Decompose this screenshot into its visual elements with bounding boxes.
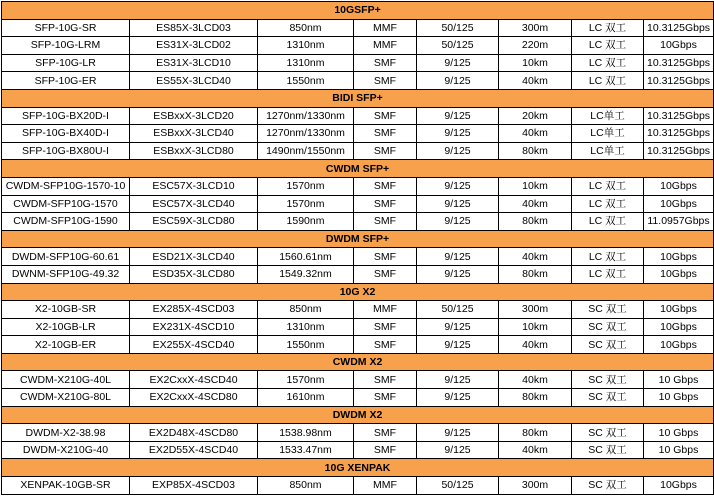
model-cell: SFP-10G-LRM xyxy=(2,37,130,55)
wavelength-cell: 1570nm xyxy=(258,195,354,213)
fiber-spec-cell: 9/125 xyxy=(417,125,499,143)
fiber-spec-cell: 50/125 xyxy=(417,19,499,37)
fiber-type-cell: SMF xyxy=(354,213,417,231)
section-title: 10G XENPAK xyxy=(2,459,714,477)
part-number-cell: EX2CxxX-4SCD40 xyxy=(130,371,258,389)
section-header-row xyxy=(2,353,714,371)
fiber-type-cell: SMF xyxy=(354,371,417,389)
fiber-spec-cell: 9/125 xyxy=(417,107,499,125)
model-cell: SFP-10G-BX80U-I xyxy=(2,142,130,160)
part-number-cell: ES31X-3LCD02 xyxy=(130,37,258,55)
wavelength-cell: 850nm xyxy=(258,19,354,37)
model-cell: DWNM-SFP10G-49.32 xyxy=(2,265,130,283)
wavelength-cell: 1560.61nm xyxy=(258,248,354,266)
table-row xyxy=(2,72,714,90)
model-cell: XENPAK-10GB-SR xyxy=(2,477,130,495)
model-cell: SFP-10G-BX20D-I xyxy=(2,107,130,125)
distance-cell: 40km xyxy=(499,336,572,354)
fiber-type-cell: MMF xyxy=(354,19,417,37)
data-rate-cell: 10 Gbps xyxy=(644,441,714,459)
section-title: CWDM SFP+ xyxy=(2,160,714,178)
model-cell: CWDM-X210G-80L xyxy=(2,389,130,407)
fiber-type-cell: SMF xyxy=(354,441,417,459)
fiber-type-cell: MMF xyxy=(354,301,417,319)
distance-cell: 10km xyxy=(499,318,572,336)
data-rate-cell: 10Gbps xyxy=(644,318,714,336)
fiber-spec-cell: 9/125 xyxy=(417,142,499,160)
section-header-row xyxy=(2,160,714,178)
distance-cell: 20km xyxy=(499,107,572,125)
fiber-spec-cell: 9/125 xyxy=(417,318,499,336)
fiber-type-cell: SMF xyxy=(354,389,417,407)
fiber-spec-cell: 9/125 xyxy=(417,371,499,389)
fiber-spec-cell: 9/125 xyxy=(417,336,499,354)
fiber-type-cell: SMF xyxy=(354,125,417,143)
model-cell: X2-10GB-ER xyxy=(2,336,130,354)
part-number-cell: EX231X-4SCD10 xyxy=(130,318,258,336)
part-number-cell: ESD21X-3LCD40 xyxy=(130,248,258,266)
model-cell: SFP-10G-LR xyxy=(2,54,130,72)
part-number-cell: EX2CxxX-4SCD80 xyxy=(130,389,258,407)
data-rate-cell: 10.3125Gbps xyxy=(644,125,714,143)
data-rate-cell: 10Gbps xyxy=(644,248,714,266)
wavelength-cell: 1310nm xyxy=(258,318,354,336)
data-rate-cell: 10 Gbps xyxy=(644,371,714,389)
data-rate-cell: 10Gbps xyxy=(644,301,714,319)
wavelength-cell: 1490nm/1550nm xyxy=(258,142,354,160)
fiber-type-cell: SMF xyxy=(354,107,417,125)
data-rate-cell: 10.3125Gbps xyxy=(644,142,714,160)
model-cell: DWDM-SFP10G-60.61 xyxy=(2,248,130,266)
fiber-spec-cell: 9/125 xyxy=(417,177,499,195)
model-cell: X2-10GB-LR xyxy=(2,318,130,336)
data-rate-cell: 10.3125Gbps xyxy=(644,19,714,37)
model-cell: SFP-10G-SR xyxy=(2,19,130,37)
connector-cell: SC 双工 xyxy=(572,441,644,459)
fiber-type-cell: SMF xyxy=(354,142,417,160)
fiber-type-cell: SMF xyxy=(354,72,417,90)
part-number-cell: ESD35X-3LCD80 xyxy=(130,265,258,283)
fiber-type-cell: SMF xyxy=(354,195,417,213)
part-number-cell: ESBxxX-3LCD80 xyxy=(130,142,258,160)
table-body xyxy=(2,2,714,495)
wavelength-cell: 1610nm xyxy=(258,389,354,407)
wavelength-cell: 1310nm xyxy=(258,54,354,72)
table-row xyxy=(2,125,714,143)
part-number-cell: EX2D55X-4SCD40 xyxy=(130,441,258,459)
table-row xyxy=(2,301,714,319)
wavelength-cell: 1570nm xyxy=(258,371,354,389)
distance-cell: 80km xyxy=(499,389,572,407)
model-cell: DWDM-X210G-40 xyxy=(2,441,130,459)
connector-cell: LC 双工 xyxy=(572,195,644,213)
part-number-cell: ESBxxX-3LCD40 xyxy=(130,125,258,143)
table-row xyxy=(2,107,714,125)
connector-cell: SC 双工 xyxy=(572,301,644,319)
table-row xyxy=(2,54,714,72)
connector-cell: SC 双工 xyxy=(572,477,644,495)
connector-cell: SC 双工 xyxy=(572,371,644,389)
section-title: BIDI SFP+ xyxy=(2,89,714,107)
fiber-type-cell: SMF xyxy=(354,177,417,195)
model-cell: DWDM-X2-38.98 xyxy=(2,424,130,442)
connector-cell: SC 双工 xyxy=(572,424,644,442)
distance-cell: 40km xyxy=(499,441,572,459)
table-row xyxy=(2,177,714,195)
fiber-spec-cell: 9/125 xyxy=(417,195,499,213)
part-number-cell: EX285X-4SCD03 xyxy=(130,301,258,319)
connector-cell: SC 双工 xyxy=(572,336,644,354)
model-cell: CWDM-SFP10G-1590 xyxy=(2,213,130,231)
wavelength-cell: 1538.98nm xyxy=(258,424,354,442)
table-row xyxy=(2,19,714,37)
data-rate-cell: 10.3125Gbps xyxy=(644,72,714,90)
data-rate-cell: 10Gbps xyxy=(644,195,714,213)
wavelength-cell: 1590nm xyxy=(258,213,354,231)
model-cell: SFP-10G-ER xyxy=(2,72,130,90)
connector-cell: LC单工 xyxy=(572,125,644,143)
table-row xyxy=(2,477,714,495)
model-cell: CWDM-SFP10G-1570-10 xyxy=(2,177,130,195)
connector-cell: LC 双工 xyxy=(572,72,644,90)
data-rate-cell: 10Gbps xyxy=(644,477,714,495)
part-number-cell: ES55X-3LCD40 xyxy=(130,72,258,90)
fiber-spec-cell: 9/125 xyxy=(417,72,499,90)
section-header-row xyxy=(2,283,714,301)
fiber-type-cell: MMF xyxy=(354,37,417,55)
fiber-type-cell: SMF xyxy=(354,318,417,336)
connector-cell: LC 双工 xyxy=(572,54,644,72)
distance-cell: 80km xyxy=(499,424,572,442)
fiber-spec-cell: 9/125 xyxy=(417,265,499,283)
fiber-spec-cell: 9/125 xyxy=(417,54,499,72)
distance-cell: 40km xyxy=(499,125,572,143)
distance-cell: 40km xyxy=(499,72,572,90)
distance-cell: 10km xyxy=(499,54,572,72)
fiber-type-cell: SMF xyxy=(354,248,417,266)
connector-cell: LC 双工 xyxy=(572,265,644,283)
distance-cell: 220m xyxy=(499,37,572,55)
model-cell: SFP-10G-BX40D-I xyxy=(2,125,130,143)
part-number-cell: EX2D48X-4SCD80 xyxy=(130,424,258,442)
distance-cell: 80km xyxy=(499,142,572,160)
wavelength-cell: 1549.32nm xyxy=(258,265,354,283)
fiber-spec-cell: 9/125 xyxy=(417,441,499,459)
section-header-row xyxy=(2,406,714,424)
table-row xyxy=(2,213,714,231)
table-row xyxy=(2,424,714,442)
part-number-cell: EXP85X-4SCD03 xyxy=(130,477,258,495)
distance-cell: 300m xyxy=(499,301,572,319)
fiber-spec-cell: 9/125 xyxy=(417,389,499,407)
fiber-spec-cell: 9/125 xyxy=(417,248,499,266)
table-row xyxy=(2,389,714,407)
model-cell: CWDM-X210G-40L xyxy=(2,371,130,389)
part-number-cell: ESC57X-3LCD40 xyxy=(130,195,258,213)
fiber-spec-cell: 50/125 xyxy=(417,301,499,319)
connector-cell: LC 双工 xyxy=(572,248,644,266)
section-header-row xyxy=(2,2,714,20)
section-title: DWDM X2 xyxy=(2,406,714,424)
wavelength-cell: 850nm xyxy=(258,477,354,495)
table-row xyxy=(2,195,714,213)
model-cell: X2-10GB-SR xyxy=(2,301,130,319)
fiber-spec-cell: 50/125 xyxy=(417,477,499,495)
fiber-spec-cell: 9/125 xyxy=(417,424,499,442)
table-row xyxy=(2,336,714,354)
fiber-type-cell: SMF xyxy=(354,336,417,354)
table-row xyxy=(2,142,714,160)
table-row xyxy=(2,318,714,336)
distance-cell: 10km xyxy=(499,177,572,195)
table-row xyxy=(2,441,714,459)
part-number-cell: EX255X-4SCD40 xyxy=(130,336,258,354)
part-number-cell: ESC59X-3LCD80 xyxy=(130,213,258,231)
fiber-type-cell: SMF xyxy=(354,54,417,72)
fiber-type-cell: SMF xyxy=(354,424,417,442)
distance-cell: 40km xyxy=(499,195,572,213)
part-number-cell: ESBxxX-3LCD20 xyxy=(130,107,258,125)
distance-cell: 80km xyxy=(499,265,572,283)
wavelength-cell: 850nm xyxy=(258,301,354,319)
wavelength-cell: 1533.47nm xyxy=(258,441,354,459)
wavelength-cell: 1270nm/1330nm xyxy=(258,107,354,125)
connector-cell: LC单工 xyxy=(572,107,644,125)
data-rate-cell: 10 Gbps xyxy=(644,389,714,407)
wavelength-cell: 1310nm xyxy=(258,37,354,55)
fiber-type-cell: SMF xyxy=(354,265,417,283)
connector-cell: SC 双工 xyxy=(572,318,644,336)
connector-cell: LC 双工 xyxy=(572,177,644,195)
data-rate-cell: 10.3125Gbps xyxy=(644,107,714,125)
section-title: DWDM SFP+ xyxy=(2,230,714,248)
part-number-cell: ESC57X-3LCD10 xyxy=(130,177,258,195)
data-rate-cell: 10Gbps xyxy=(644,336,714,354)
transceiver-spec-table xyxy=(1,1,714,495)
part-number-cell: ES85X-3LCD03 xyxy=(130,19,258,37)
wavelength-cell: 1550nm xyxy=(258,72,354,90)
connector-cell: LC 双工 xyxy=(572,19,644,37)
section-title: 10GSFP+ xyxy=(2,2,714,20)
data-rate-cell: 10 Gbps xyxy=(644,424,714,442)
wavelength-cell: 1270nm/1330nm xyxy=(258,125,354,143)
table-row xyxy=(2,265,714,283)
model-cell: CWDM-SFP10G-1570 xyxy=(2,195,130,213)
fiber-spec-cell: 50/125 xyxy=(417,37,499,55)
connector-cell: SC 双工 xyxy=(572,389,644,407)
connector-cell: LC 双工 xyxy=(572,37,644,55)
part-number-cell: ES31X-3LCD10 xyxy=(130,54,258,72)
wavelength-cell: 1570nm xyxy=(258,177,354,195)
section-header-row xyxy=(2,89,714,107)
data-rate-cell: 10Gbps xyxy=(644,37,714,55)
wavelength-cell: 1550nm xyxy=(258,336,354,354)
table-row xyxy=(2,37,714,55)
distance-cell: 80km xyxy=(499,213,572,231)
data-rate-cell: 11.0957Gbps xyxy=(644,213,714,231)
section-title: CWDM X2 xyxy=(2,353,714,371)
data-rate-cell: 10Gbps xyxy=(644,265,714,283)
fiber-spec-cell: 9/125 xyxy=(417,213,499,231)
connector-cell: LC单工 xyxy=(572,142,644,160)
distance-cell: 40km xyxy=(499,371,572,389)
distance-cell: 40km xyxy=(499,248,572,266)
data-rate-cell: 10Gbps xyxy=(644,177,714,195)
table-row xyxy=(2,248,714,266)
connector-cell: LC 双工 xyxy=(572,213,644,231)
data-rate-cell: 10.3125Gbps xyxy=(644,54,714,72)
distance-cell: 300m xyxy=(499,19,572,37)
section-header-row xyxy=(2,459,714,477)
table-row xyxy=(2,371,714,389)
distance-cell: 300m xyxy=(499,477,572,495)
fiber-type-cell: MMF xyxy=(354,477,417,495)
section-title: 10G X2 xyxy=(2,283,714,301)
section-header-row xyxy=(2,230,714,248)
